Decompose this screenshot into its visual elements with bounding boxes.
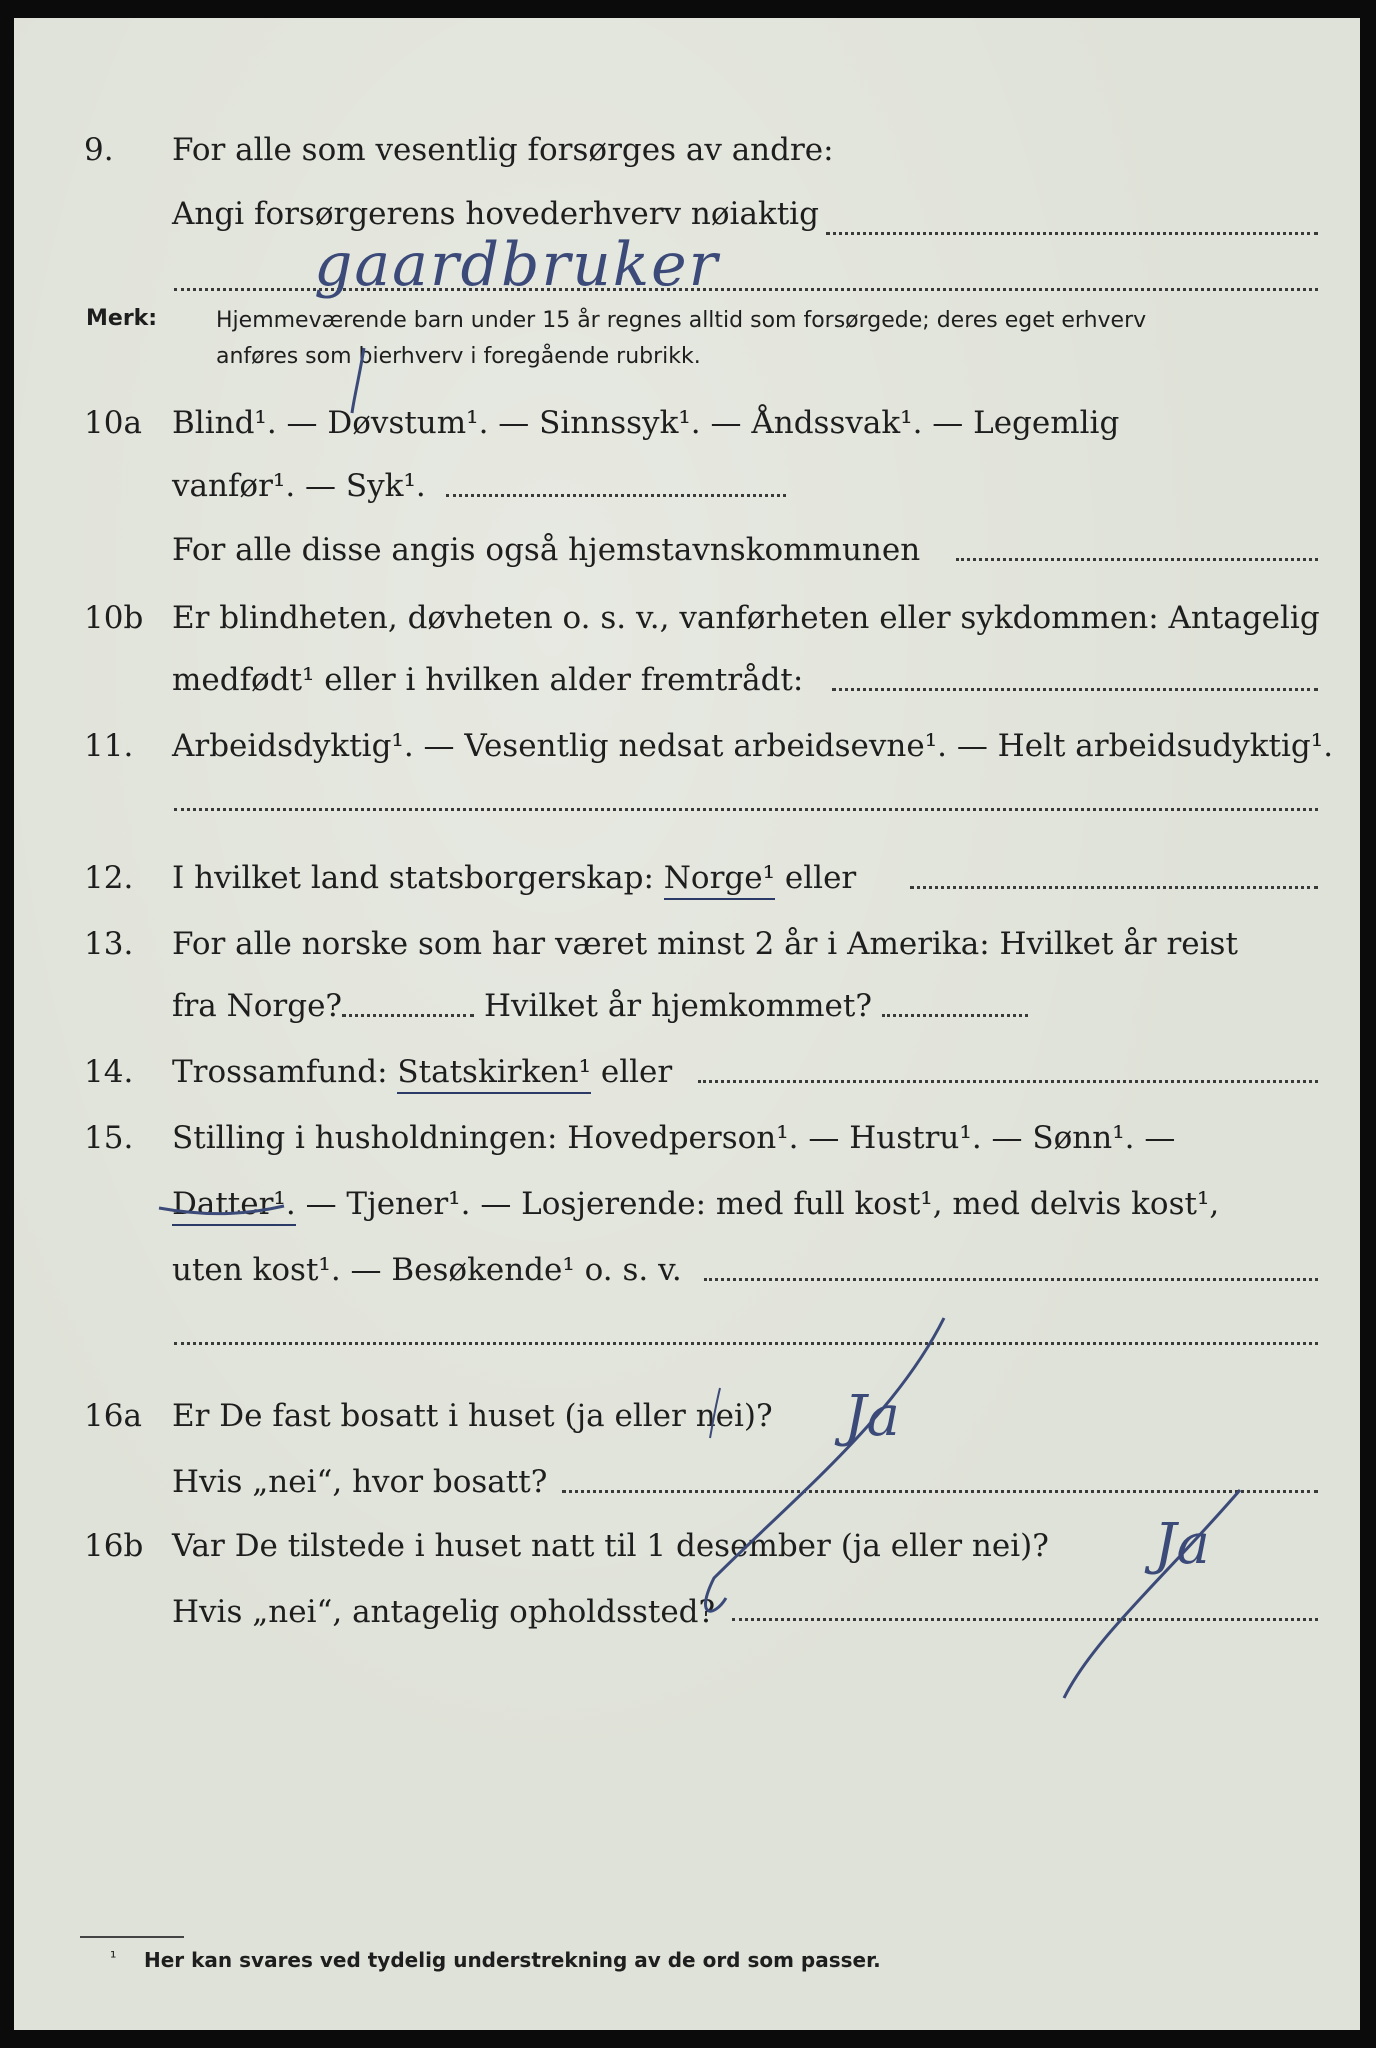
q10a-line2: vanfør¹. — Syk¹. [172, 468, 426, 504]
q16a-number: 16a [84, 1398, 142, 1434]
q9-line2: Angi forsørgerens hovederhverv nøiaktig [172, 196, 819, 232]
q16a-line2: Hvis „nei“, hvor bosatt? [172, 1464, 548, 1500]
q10b-line2: medfødt¹ eller i hvilken alder fremtrådt: [172, 662, 804, 698]
q16b-line2: Hvis „nei“, antagelig opholdssted? [172, 1594, 716, 1630]
q9-handwritten-answer: gaardbruker [314, 230, 720, 300]
q14-post: eller [600, 1054, 673, 1090]
q15-line2: — Tjener¹. — Losjerende: med full kost¹, med delvis kost¹, [305, 1186, 1220, 1222]
merk-label: Merk: [86, 306, 158, 331]
q16a-line1: Er De fast bosatt i huset (ja eller nei)? [172, 1398, 773, 1434]
q13-line1: For alle norske som har været minst 2 år i Amerika: Hvilket år reist [172, 926, 1238, 962]
q14-pre: Trossamfund: [172, 1054, 388, 1090]
q11-number: 11. [84, 728, 134, 764]
q9-line1: For alle som vesentlig forsørges av andre: [172, 132, 834, 168]
q14-statskirken-option: Statskirken¹ [397, 1054, 591, 1094]
footnote-mark: ¹ [110, 1948, 117, 1967]
q9-number: 9. [84, 132, 114, 168]
q10a-line3: For alle disse angis også hjemstavnskommunen [172, 532, 921, 568]
footnote-text: Her kan svares ved tydelig understrekning av de ord som passer. [144, 1948, 881, 1972]
q16b-handwritten-answer: Ja [1154, 1512, 1210, 1577]
q16a-handwritten-answer: Ja [844, 1384, 900, 1449]
q13-reist: fra Norge? [172, 988, 343, 1024]
q15-datter-option: Datter¹. [172, 1186, 296, 1226]
q10b-number: 10b [84, 600, 144, 636]
q10a-number: 10a [84, 405, 142, 441]
q11-line1: Arbeidsdyktig¹. — Vesentlig nedsat arbeidsevne¹. — Helt arbeidsudyktig¹. [172, 728, 1334, 764]
q12-norge-option: Norge¹ [664, 860, 775, 900]
q16b-number: 16b [84, 1528, 144, 1564]
q15-number: 15. [84, 1120, 134, 1156]
q13-number: 13. [84, 926, 134, 962]
q16b-line1: Var De tilstede i huset natt til 1 desember (ja eller nei)? [172, 1528, 1049, 1564]
q12-post: eller [784, 860, 857, 896]
q15-line1: Stilling i husholdningen: Hovedperson¹. — Hustru¹. — Sønn¹. — [172, 1120, 1176, 1156]
q10b-line1: Er blindheten, døvheten o. s. v., vanførheten eller sykdommen: Antagelig [172, 600, 1320, 636]
merk-line2: anføres som bierhverv i foregående rubrikk. [216, 344, 701, 369]
q13-hjemkommet: Hvilket år hjemkommet? [484, 988, 872, 1024]
handwriting-strokes [14, 18, 1360, 2030]
q15-line3: uten kost¹. — Besøkende¹ o. s. v. [172, 1252, 682, 1288]
merk-line1: Hjemmeværende barn under 15 år regnes alltid som forsørgede; deres eget erhverv [216, 308, 1147, 333]
q14-number: 14. [84, 1054, 134, 1090]
census-form-page [14, 18, 1360, 2030]
q12-pre: I hvilket land statsborgerskap: [172, 860, 654, 896]
q10a-line1: Blind¹. — Døvstum¹. — Sinnssyk¹. — Åndssvak¹. — Legemlig [172, 405, 1120, 441]
footnote-rule [80, 1936, 184, 1938]
q12-number: 12. [84, 860, 134, 896]
